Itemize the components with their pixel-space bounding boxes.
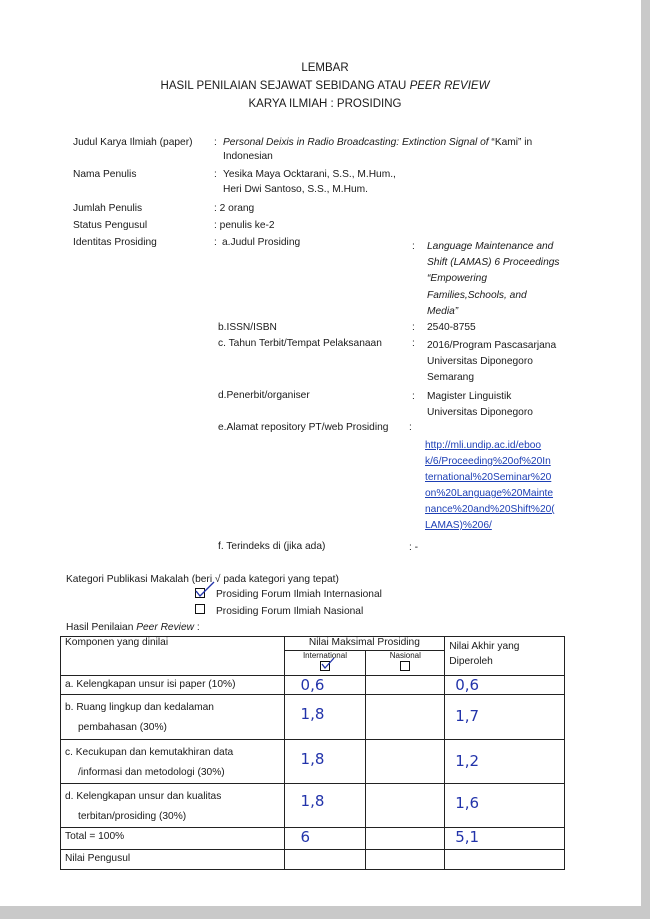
header-component: Komponen yang dinilai [61, 637, 285, 676]
header-max: Nilai Maksimal Prosiding [284, 637, 445, 651]
identitas-colon: : [214, 237, 217, 248]
header-international [284, 651, 366, 676]
row-a-max: 0,6 [300, 676, 325, 694]
table-row [61, 740, 565, 784]
repository-link-2[interactable]: k/6/Proceeding%20of%20In [425, 456, 551, 467]
tahun-value-1: 2016/Program Pascasarjana [427, 340, 557, 351]
nilai-final [445, 850, 565, 870]
row-c-final: 1,2 [455, 752, 480, 770]
row-a-label: a. Kelengkapan unsur isi paper (10%) [61, 676, 285, 695]
total-label: Total = 100% [61, 828, 285, 850]
row-c-nasional [366, 740, 445, 784]
kategori-option-2: Prosiding Forum Ilmiah Nasional [216, 606, 364, 617]
row-c-max: 1,8 [300, 750, 325, 768]
tahun-value-2: Universitas Diponegoro [427, 356, 533, 367]
issn-value: 2540-8755 [427, 322, 476, 333]
doc-subtitle-2: KARYA ILMIAH : PROSIDING [248, 98, 402, 110]
repository-label: e.Alamat repository PT/web Prosiding [218, 422, 389, 433]
nama-label: Nama Penulis [73, 169, 137, 180]
identitas-label: Identitas Prosiding [73, 237, 157, 248]
repository-colon: : [409, 422, 412, 433]
checkbox-internasional[interactable] [195, 588, 205, 598]
indeks-label: f. Terindeks di (jika ada) [218, 541, 326, 552]
row-d-max: 1,8 [300, 792, 325, 810]
total-nasional [366, 828, 445, 850]
penerbit-value-1: Magister Linguistik [427, 391, 512, 402]
table-row-nilai [61, 850, 565, 870]
jumlah-value: : 2 orang [214, 203, 255, 214]
status-value: : penulis ke-2 [214, 220, 275, 231]
table-header-row [61, 637, 565, 651]
table-row-total [61, 828, 565, 850]
nilai-nasional [366, 850, 445, 870]
repository-link-3[interactable]: ternational%20Seminar%20 [425, 472, 552, 483]
nama-colon: : [214, 169, 217, 180]
nama-value-2: Heri Dwi Santoso, S.S., M.Hum. [223, 184, 368, 195]
judul-label: Judul Karya Ilmiah (paper) [73, 137, 193, 148]
judul-prosiding-colon: : [412, 241, 415, 252]
hasil-title-text: Hasil Penilaian [66, 622, 137, 633]
tahun-value-3: Semarang [427, 372, 475, 383]
indeks-value: : - [409, 542, 419, 553]
row-c-label [61, 740, 285, 784]
subtitle-italic: PEER REVIEW [409, 80, 490, 92]
row-c-label-2: /informasi dan metodologi (30%) [78, 767, 225, 778]
table-row [61, 784, 565, 828]
table-row [61, 695, 565, 740]
nilai-max [284, 850, 366, 870]
row-b-nasional [366, 695, 445, 740]
total-final: 5,1 [455, 828, 480, 846]
issn-label: b.ISSN/ISBN [218, 322, 277, 333]
header-final: Nilai Akhir yang Diperoleh [445, 637, 565, 676]
issn-colon: : [412, 322, 415, 333]
hasil-title-suffix: : [193, 622, 200, 633]
row-c-label-1: c. Kecukupan dan kemutakhiran data [65, 747, 234, 758]
penerbit-colon: : [412, 391, 415, 402]
repository-link-4[interactable]: on%20Language%20Mainte [425, 488, 554, 499]
tahun-label: c. Tahun Terbit/Tempat Pelaksanaan [218, 338, 382, 349]
review-table [60, 636, 565, 870]
row-b-label-2: pembahasan (30%) [78, 722, 167, 733]
row-d-label-2: terbitan/prosiding (30%) [78, 811, 187, 822]
row-b-label-1: b. Ruang lingkup dan kedalaman [65, 702, 214, 713]
jumlah-label: Jumlah Penulis [73, 203, 143, 214]
penerbit-value-2: Universitas Diponegoro [427, 407, 533, 418]
judul-value [223, 136, 532, 149]
row-d-nasional [366, 784, 445, 828]
judul-prosiding-value-2: Shift (LAMAS) 6 Proceedings [427, 257, 560, 268]
subtitle-text: HASIL PENILAIAN SEJAWAT SEBIDANG ATAU [160, 80, 410, 92]
repository-link-1[interactable]: http://mli.undip.ac.id/eboo [425, 440, 542, 451]
row-a-final: 0,6 [455, 676, 480, 694]
status-label: Status Pengusul [73, 220, 148, 231]
checkbox-nasional[interactable] [195, 604, 205, 614]
scan-edge-bottom [0, 906, 650, 919]
judul-title-kami: “Kami” in [488, 137, 533, 148]
header-nasional [366, 651, 445, 676]
row-b-final: 1,7 [455, 707, 480, 725]
nilai-label: Nilai Pengusul [61, 850, 285, 870]
tahun-colon: : [412, 338, 415, 349]
judul-prosiding-value-3: “Empowering [427, 273, 488, 284]
judul-title-italic: Personal Deixis in Radio Broadcasting: Extinction Signal of [223, 137, 489, 148]
repository-link-5[interactable]: nance%20and%20Shift%20( [425, 504, 555, 515]
judul-prosiding-label: a.Judul Prosiding [222, 237, 301, 248]
hasil-title [66, 621, 200, 634]
header-nasional-label: Nasional [389, 651, 421, 660]
kategori-title: Kategori Publikasi Makalah (beri √ pada kategori yang tepat) [66, 574, 339, 585]
scan-edge-right [641, 0, 650, 919]
repository-link-6[interactable]: LAMAS)%206/ [425, 520, 492, 531]
table-row [61, 676, 565, 695]
nama-value-1: Yesika Maya Ocktarani, S.S., M.Hum., [223, 169, 396, 180]
row-d-label [61, 784, 285, 828]
checkbox-international[interactable] [320, 661, 330, 671]
row-d-label-1: d. Kelengkapan unsur dan kualitas [65, 791, 222, 802]
row-b-label [61, 695, 285, 740]
row-d-final: 1,6 [455, 794, 480, 812]
doc-title: LEMBAR [301, 62, 349, 74]
penerbit-label: d.Penerbit/organiser [218, 390, 310, 401]
checkbox-nasional-col[interactable] [400, 661, 410, 671]
hasil-title-italic: Peer Review [136, 622, 194, 633]
judul-colon: : [214, 137, 217, 148]
judul-prosiding-value-5: Media” [427, 306, 459, 317]
row-b-max: 1,8 [300, 705, 325, 723]
checkmark-icon [194, 581, 216, 599]
row-a-nasional [366, 676, 445, 695]
judul-prosiding-value-4: Families,Schools, and [427, 290, 527, 301]
judul-prosiding-value-1: Language Maintenance and [427, 241, 554, 252]
header-international-label: International [302, 651, 347, 660]
doc-subtitle [0, 80, 650, 92]
kategori-option-1: Prosiding Forum Ilmiah Internasional [216, 589, 382, 600]
checkmark-icon [321, 658, 335, 670]
judul-value-line2: Indonesian [223, 151, 273, 162]
total-max: 6 [300, 828, 311, 846]
